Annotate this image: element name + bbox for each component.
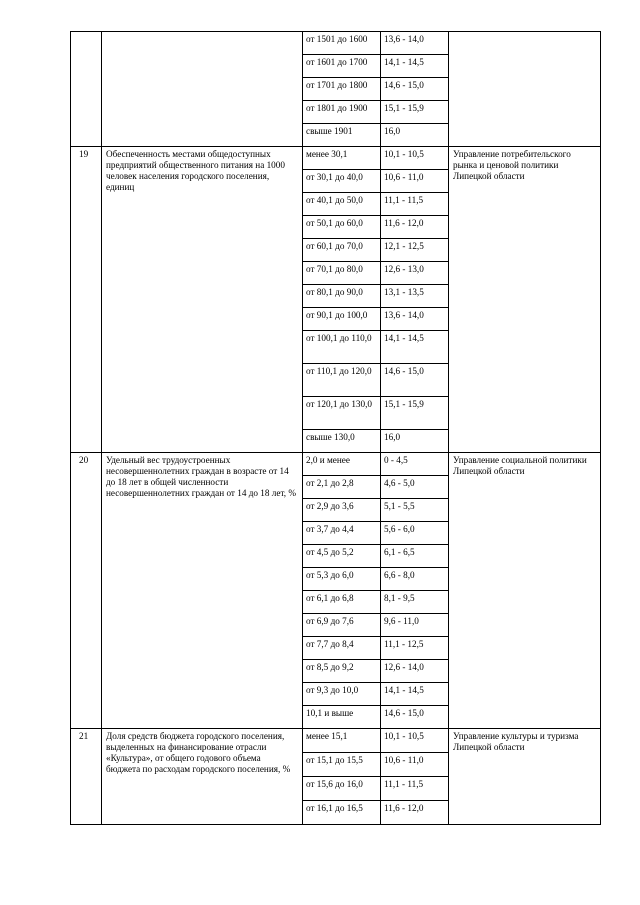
score-range: 13,1 - 13,5 <box>381 285 449 308</box>
score-range: 15,1 - 15,9 <box>381 101 449 124</box>
score-range: 16,0 <box>381 430 449 453</box>
indicator-number: 20 <box>71 453 102 729</box>
value-range: от 100,1 до 110,0 <box>303 331 381 364</box>
value-range: свыше 130,0 <box>303 430 381 453</box>
score-range: 11,1 - 11,5 <box>381 777 449 801</box>
indicator-number <box>71 32 102 147</box>
score-range: 14,6 - 15,0 <box>381 78 449 101</box>
responsible-authority: Управление культуры и туризма Липецкой области <box>449 729 601 825</box>
score-range: 11,1 - 11,5 <box>381 193 449 216</box>
value-range: от 4,5 до 5,2 <box>303 545 381 568</box>
value-range: от 16,1 до 16,5 <box>303 801 381 825</box>
responsible-authority <box>449 32 601 147</box>
value-range: от 3,7 до 4,4 <box>303 522 381 545</box>
value-range: от 6,9 до 7,6 <box>303 614 381 637</box>
responsible-authority: Управление социальной политики Липецкой области <box>449 453 601 729</box>
value-range: от 90,1 до 100,0 <box>303 308 381 331</box>
score-range: 10,6 - 11,0 <box>381 753 449 777</box>
score-range: 11,6 - 12,0 <box>381 216 449 239</box>
score-range: 14,1 - 14,5 <box>381 331 449 364</box>
value-range: от 15,1 до 15,5 <box>303 753 381 777</box>
value-range: от 1701 до 1800 <box>303 78 381 101</box>
indicator-table-body <box>71 32 601 825</box>
value-range: от 80,1 до 90,0 <box>303 285 381 308</box>
value-range: от 8,5 до 9,2 <box>303 660 381 683</box>
score-range: 12,6 - 13,0 <box>381 262 449 285</box>
score-range: 12,1 - 12,5 <box>381 239 449 262</box>
score-range: 5,1 - 5,5 <box>381 499 449 522</box>
score-range: 8,1 - 9,5 <box>381 591 449 614</box>
value-range: от 2,9 до 3,6 <box>303 499 381 522</box>
indicator-name: Доля средств бюджета городского поселения, выделенных на финансирование отрасли «Культура», от общего годового объема бюджета по расходам городского поселения, % <box>102 729 303 825</box>
indicator-name: Удельный вес трудоустроенных несовершеннолетних граждан в возрасте от 14 до 18 лет в общей численности несовершеннолетних граждан от 14 до 18 лет, % <box>102 453 303 729</box>
score-range: 15,1 - 15,9 <box>381 397 449 430</box>
value-range: от 15,6 до 16,0 <box>303 777 381 801</box>
score-range: 10,6 - 11,0 <box>381 170 449 193</box>
indicator-number: 21 <box>71 729 102 825</box>
value-range: от 60,1 до 70,0 <box>303 239 381 262</box>
score-range: 12,6 - 14,0 <box>381 660 449 683</box>
value-range: 10,1 и выше <box>303 706 381 729</box>
value-range: от 9,3 до 10,0 <box>303 683 381 706</box>
score-range: 6,6 - 8,0 <box>381 568 449 591</box>
score-range: 14,1 - 14,5 <box>381 683 449 706</box>
score-range: 14,6 - 15,0 <box>381 364 449 397</box>
value-range: свыше 1901 <box>303 124 381 147</box>
table-row <box>71 453 601 476</box>
value-range: менее 15,1 <box>303 729 381 753</box>
indicator-name: Обеспеченность местами общедоступных предприятий общественного питания на 1000 человек населения городского поселения, единиц <box>102 147 303 453</box>
score-range: 14,1 - 14,5 <box>381 55 449 78</box>
score-range: 14,6 - 15,0 <box>381 706 449 729</box>
value-range: от 30,1 до 40,0 <box>303 170 381 193</box>
table-row <box>71 32 601 55</box>
responsible-authority: Управление потребительского рынка и ценовой политики Липецкой области <box>449 147 601 453</box>
value-range: менее 30,1 <box>303 147 381 170</box>
value-range: от 1601 до 1700 <box>303 55 381 78</box>
table-row <box>71 147 601 170</box>
score-range: 11,6 - 12,0 <box>381 801 449 825</box>
value-range: от 2,1 до 2,8 <box>303 476 381 499</box>
value-range: от 6,1 до 6,8 <box>303 591 381 614</box>
score-range: 5,6 - 6,0 <box>381 522 449 545</box>
value-range: 2,0 и менее <box>303 453 381 476</box>
score-range: 4,6 - 5,0 <box>381 476 449 499</box>
value-range: от 40,1 до 50,0 <box>303 193 381 216</box>
value-range: от 110,1 до 120,0 <box>303 364 381 397</box>
score-range: 9,6 - 11,0 <box>381 614 449 637</box>
table-row <box>71 729 601 753</box>
value-range: от 1501 до 1600 <box>303 32 381 55</box>
indicator-table <box>70 31 601 825</box>
score-range: 0 - 4,5 <box>381 453 449 476</box>
score-range: 11,1 - 12,5 <box>381 637 449 660</box>
value-range: от 120,1 до 130,0 <box>303 397 381 430</box>
value-range: от 7,7 до 8,4 <box>303 637 381 660</box>
value-range: от 5,3 до 6,0 <box>303 568 381 591</box>
indicator-number: 19 <box>71 147 102 453</box>
value-range: от 1801 до 1900 <box>303 101 381 124</box>
value-range: от 70,1 до 80,0 <box>303 262 381 285</box>
value-range: от 50,1 до 60,0 <box>303 216 381 239</box>
score-range: 13,6 - 14,0 <box>381 308 449 331</box>
indicator-name <box>102 32 303 147</box>
score-range: 10,1 - 10,5 <box>381 729 449 753</box>
score-range: 16,0 <box>381 124 449 147</box>
score-range: 13,6 - 14,0 <box>381 32 449 55</box>
score-range: 6,1 - 6,5 <box>381 545 449 568</box>
score-range: 10,1 - 10,5 <box>381 147 449 170</box>
